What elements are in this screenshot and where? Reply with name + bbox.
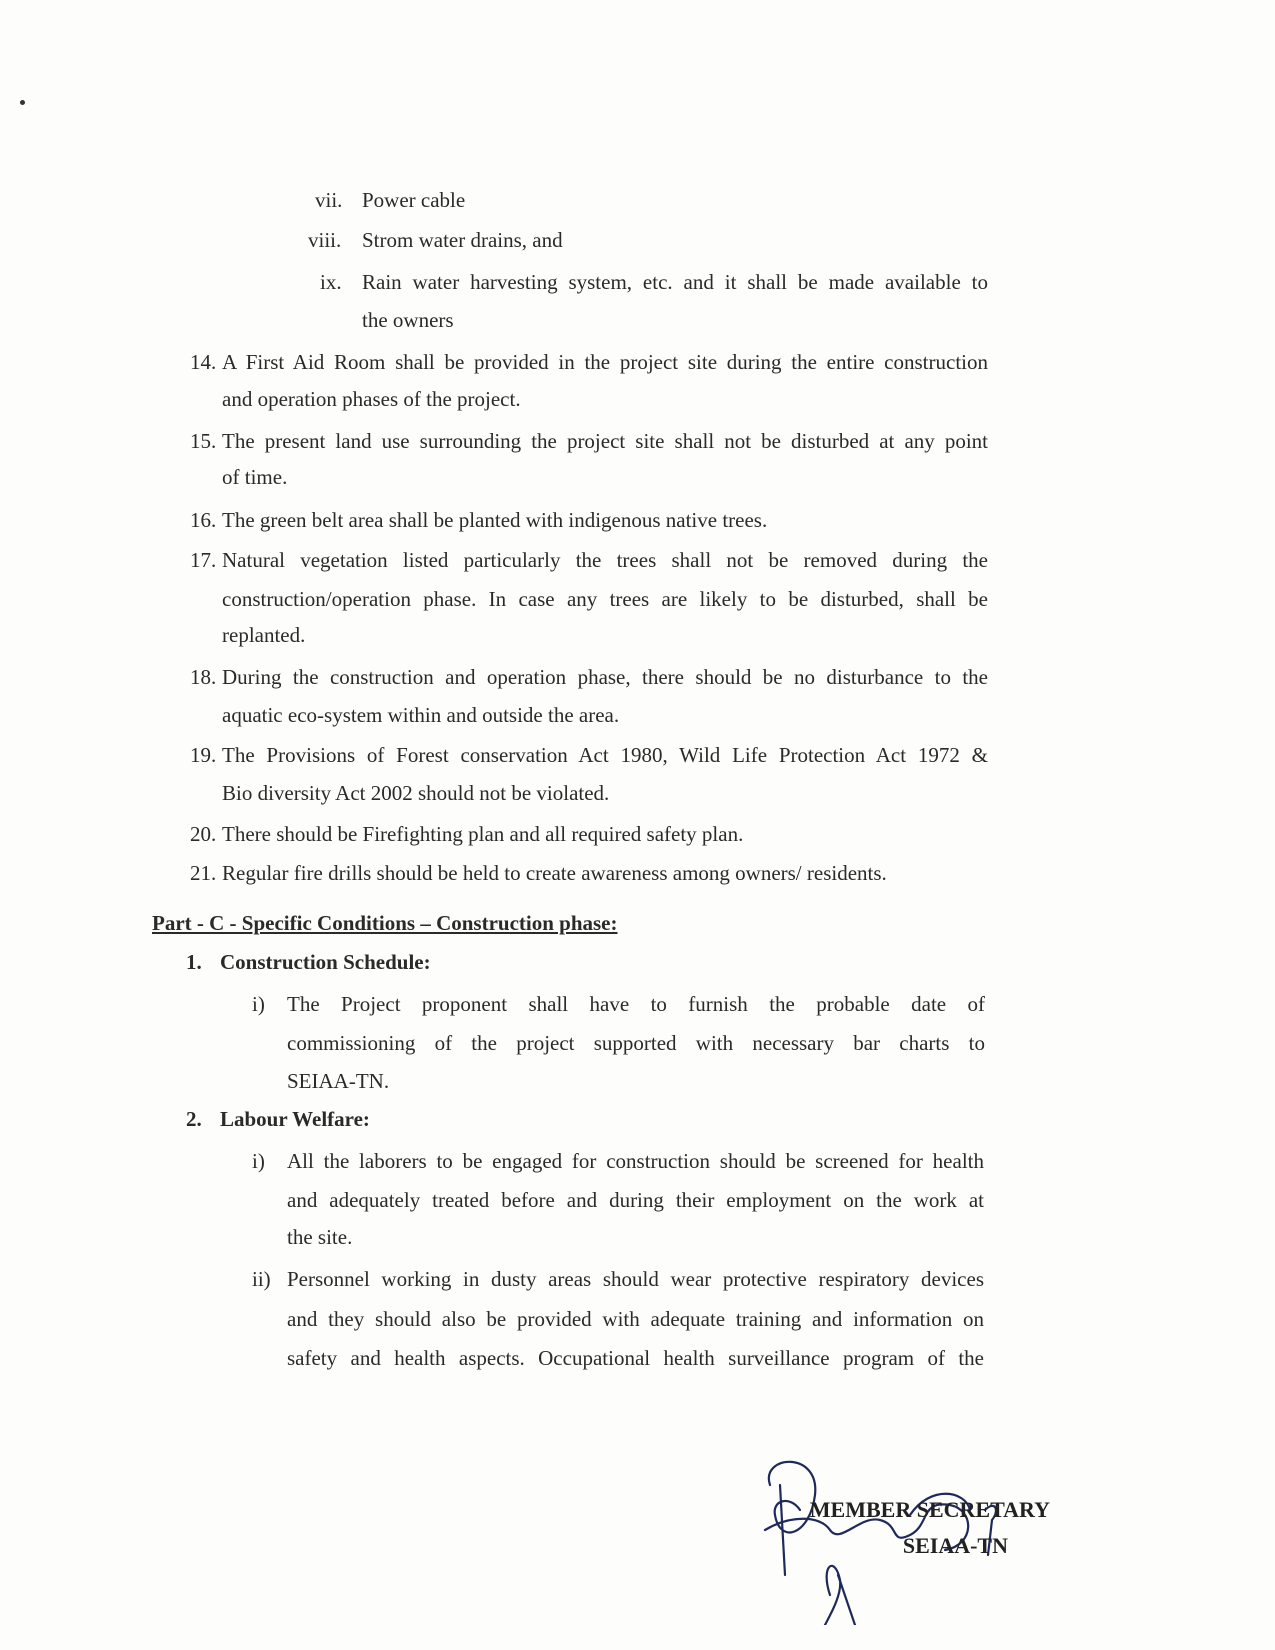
signature-block <box>760 1455 1050 1625</box>
condition-18-line2: aquatic eco-system within and outside the area. <box>222 703 620 727</box>
list-num-vii: vii. <box>315 188 343 212</box>
section-title-construction-schedule: Construction Schedule: <box>220 950 431 974</box>
s2-item-num-i: i) <box>252 1149 265 1173</box>
s1-item-i-line3: SEIAA-TN. <box>287 1069 390 1093</box>
s2-item-num-ii: ii) <box>252 1267 271 1291</box>
s2-item-ii-line2: and they should also be provided with adequate training and information on <box>287 1307 984 1331</box>
s2-item-ii-line1: Personnel working in dusty areas should wear protective respiratory devices <box>287 1267 984 1291</box>
s2-item-i-line3: the site. <box>287 1225 353 1249</box>
condition-20-line1: There should be Firefighting plan and all required safety plan. <box>222 822 744 846</box>
scan-speck <box>20 100 25 105</box>
s1-item-i-line1: The Project proponent shall have to furnish the probable date of <box>287 992 985 1016</box>
condition-17-line1: Natural vegetation listed particularly the trees shall not be removed during the <box>222 548 988 572</box>
list-item-viii: Strom water drains, and <box>362 228 563 252</box>
condition-15-line1: The present land use surrounding the project site shall not be disturbed at any point <box>222 429 988 453</box>
s2-item-ii-line3: safety and health aspects. Occupational health surveillance program of the <box>287 1346 984 1370</box>
condition-num-18: 18. <box>190 665 217 689</box>
s2-item-i-line2: and adequately treated before and during their employment on the work at <box>287 1188 984 1212</box>
condition-num-21: 21. <box>190 861 217 885</box>
condition-14-line2: and operation phases of the project. <box>222 387 521 411</box>
signatory-org: SEIAA-TN <box>902 1533 1008 1558</box>
condition-19-line2: Bio diversity Act 2002 should not be violated. <box>222 781 610 805</box>
section-num-1: 1. <box>186 950 202 974</box>
condition-17-line3: replanted. <box>222 623 306 647</box>
condition-num-20: 20. <box>190 822 217 846</box>
s1-item-num-i: i) <box>252 992 265 1016</box>
s2-item-i-line1: All the laborers to be engaged for construction should be screened for health <box>287 1149 984 1173</box>
condition-15-line2: of time. <box>222 465 288 489</box>
list-item-ix-line1: Rain water harvesting system, etc. and it shall be made available to <box>362 270 988 294</box>
condition-17-line2: construction/operation phase. In case any trees are likely to be disturbed, shall be <box>222 587 988 611</box>
condition-18-line1: During the construction and operation phase, there should be no disturbance to the <box>222 665 988 689</box>
list-num-ix: ix. <box>320 270 342 294</box>
list-item-ix-line2: the owners <box>362 308 454 332</box>
list-item-vii: Power cable <box>362 188 466 212</box>
condition-14-line1: A First Aid Room shall be provided in the project site during the entire construction <box>222 350 988 374</box>
condition-num-16: 16. <box>190 508 217 532</box>
list-num-viii: viii. <box>308 228 342 252</box>
condition-num-19: 19. <box>190 743 217 767</box>
condition-num-14: 14. <box>190 350 217 374</box>
condition-16-line1: The green belt area shall be planted with indigenous native trees. <box>222 508 768 532</box>
condition-19-line1: The Provisions of Forest conservation Act 1980, Wild Life Protection Act 1972 & <box>222 743 988 767</box>
section-title-labour-welfare: Labour Welfare: <box>220 1107 370 1131</box>
condition-21-line1: Regular fire drills should be held to create awareness among owners/ residents. <box>222 861 887 885</box>
section-num-2: 2. <box>186 1107 202 1131</box>
condition-num-15: 15. <box>190 429 217 453</box>
part-c-heading: Part - C - Specific Conditions – Construction phase: <box>152 911 618 935</box>
s1-item-i-line2: commissioning of the project supported with necessary bar charts to <box>287 1031 985 1055</box>
condition-num-17: 17. <box>190 548 217 572</box>
signatory-title: MEMBER SECRETARY <box>809 1497 1050 1522</box>
